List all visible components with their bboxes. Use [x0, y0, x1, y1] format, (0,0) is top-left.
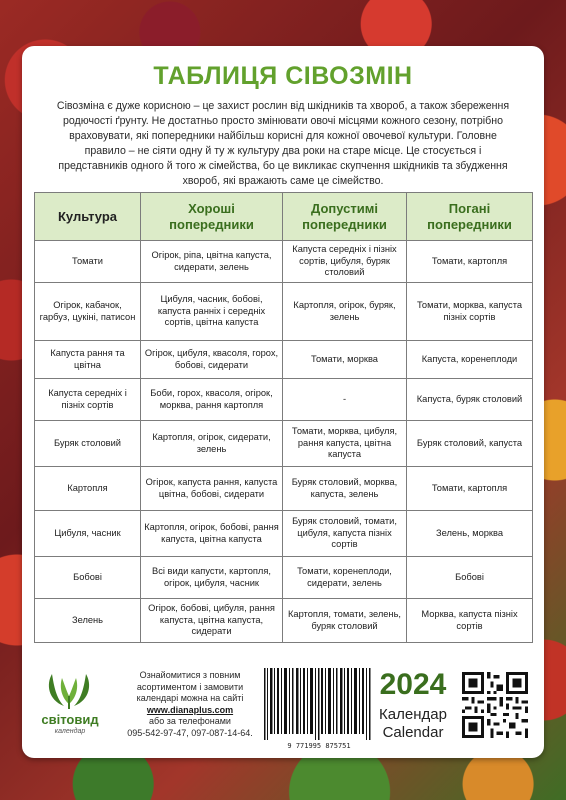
acceptable-cell: Томати, морква, цибуля, рання капуста, цвітна капуста	[283, 421, 407, 467]
table-row	[35, 341, 533, 379]
table-row	[35, 421, 533, 467]
header-good-predecessors: Хороші попередники	[141, 193, 283, 241]
calendar-page-card	[22, 46, 544, 758]
intro-paragraph: Сівозміна є дуже корисною – це захист рослин від шкідників та хвороб, а також збереження родючості ґрунту. Не достатньо просто змінювати овочі місцями кожного сезону, потрібно враховувати, які попередники найбільш корисні для кожної овочевої культури. Головне правило – не сіяти одну й ту ж культуру два роки на старе місце. Це стосується і представників одного й того ж сімейства, бо це викликає скупчення шкідників та збудження хвороб, які вражають саме це сімейство.	[56, 100, 510, 187]
good-cell: Картопля, огірок, бобові, рання капуста, цвітна капуста	[141, 511, 283, 557]
page-title: ТАБЛИЦЯ СІВОЗМІН	[153, 62, 413, 90]
table-header-row	[35, 193, 533, 241]
acceptable-cell: Картопля, томати, зелень, буряк столовий	[283, 599, 407, 643]
order-info-phones-label: або за телефонами	[149, 716, 231, 726]
footer	[22, 662, 544, 758]
crop-cell: Огірок, кабачок, гарбуз, цукіні, патисон	[35, 283, 141, 341]
phone-numbers: 095-542-97-47, 097-087-14-64.	[127, 727, 253, 738]
good-cell: Огірок, ріпа, цвітна капуста, сидерати, зелень	[141, 241, 283, 283]
crop-cell: Капуста рання та цвітна	[35, 341, 141, 379]
barcode-number: 9 771995 875751	[287, 742, 351, 750]
calendar-label-en: Calendar	[382, 724, 444, 741]
bad-cell: Капуста, коренеплоди	[407, 341, 533, 379]
bad-cell: Томати, картопля	[407, 241, 533, 283]
calendar-label-ua: Календар	[379, 706, 447, 723]
header-crop: Культура	[35, 193, 141, 241]
good-cell: Огірок, капуста рання, капуста цвітна, бобові, сидерати	[141, 467, 283, 511]
table-row	[35, 599, 533, 643]
table-row	[35, 467, 533, 511]
table-row	[35, 557, 533, 599]
order-info	[120, 670, 260, 739]
good-cell: Цибуля, часник, бобові, капуста ранніх і середніх сортів, цвітна капуста	[141, 283, 283, 341]
crop-cell: Бобові	[35, 557, 141, 599]
acceptable-cell: Томати, коренеплоди, сидерати, зелень	[283, 557, 407, 599]
order-info-text: Ознайомитися з повним асортиментом і замовити календарі можна на сайті	[136, 670, 244, 703]
acceptable-cell: Картопля, огірок, буряк, зелень	[283, 283, 407, 341]
table-row	[35, 379, 533, 421]
table-row	[35, 241, 533, 283]
bad-cell: Зелень, морква	[407, 511, 533, 557]
crop-cell: Зелень	[35, 599, 141, 643]
acceptable-cell: -	[283, 379, 407, 421]
crop-cell: Картопля	[35, 467, 141, 511]
crop-cell: Цибуля, часник	[35, 511, 141, 557]
acceptable-cell: Капуста середніх і пізніх сортів, цибуля, буряк столовий	[283, 241, 407, 283]
table-row	[35, 283, 533, 341]
table-row	[35, 511, 533, 557]
bad-cell: Буряк столовий, капуста	[407, 421, 533, 467]
bad-cell: Морква, капуста пізніх сортів	[407, 599, 533, 643]
bad-cell: Капуста, буряк столовий	[407, 379, 533, 421]
svitovyd-logo-icon	[44, 670, 94, 710]
good-cell: Огірок, цибуля, квасоля, горох, бобові, сидерати	[141, 341, 283, 379]
crop-cell: Томати	[35, 241, 141, 283]
crop-rotation-table	[34, 192, 533, 643]
good-cell: Картопля, огірок, сидерати, зелень	[141, 421, 283, 467]
bad-cell: Бобові	[407, 557, 533, 599]
bad-cell: Томати, морква, капуста пізніх сортів	[407, 283, 533, 341]
acceptable-cell: Буряк столовий, томати, цибуля, капуста пізніх сортів	[283, 511, 407, 557]
good-cell: Огірок, бобові, цибуля, рання капуста, цвітна капуста, сидерати	[141, 599, 283, 643]
crop-cell: Буряк столовий	[35, 421, 141, 467]
good-cell: Боби, горох, квасоля, огірок, морква, рання картопля	[141, 379, 283, 421]
header-acceptable-predecessors: Допустимі попередники	[283, 193, 407, 241]
bad-cell: Томати, картопля	[407, 467, 533, 511]
header-bad-predecessors: Погані попередники	[407, 193, 533, 241]
qr-code-icon	[462, 672, 528, 738]
calendar-year: 2024	[379, 668, 447, 701]
good-cell: Всі види капусти, картопля, огірок, цибуля, часник	[141, 557, 283, 599]
barcode-icon	[262, 668, 374, 740]
acceptable-cell: Буряк столовий, морква, капуста, зелень	[283, 467, 407, 511]
brand-name: світовид	[41, 712, 99, 727]
acceptable-cell: Томати, морква	[283, 341, 407, 379]
brand-subtitle: календар	[54, 728, 86, 735]
website-link[interactable]: www.dianaplus.com	[146, 704, 234, 715]
crop-cell: Капуста середніх і пізніх сортів	[35, 379, 141, 421]
